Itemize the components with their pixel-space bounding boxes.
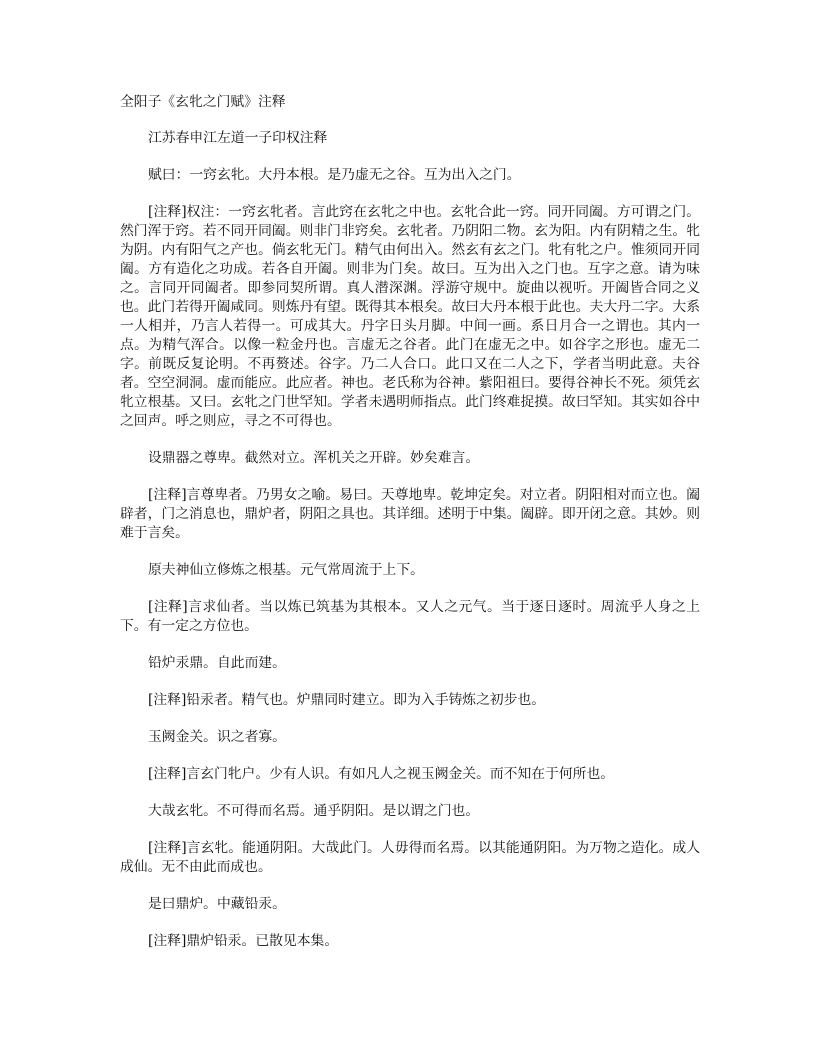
document-page — [120, 93, 700, 969]
commentary-paragraph: [注释]言求仙者。当以炼已筑基为其根本。又人之元气。当于逐日逐时。周流乎人身之上下。有一定之方位也。 — [120, 599, 700, 634]
commentary-paragraph: [注释]鼎炉铅汞。已散见本集。 — [148, 933, 339, 949]
commentary-paragraph: [注释]权注：一窍玄牝者。言此窍在玄牝之中也。玄牝合此一窍。同开同阖。方可谓之门。然门浑于窍。若不同开同阖。则非门非窍矣。玄牝者。乃阴阳二物。玄为阳。内有阴精之生。牝为阴。内有阳气之产也。倘玄牝无门。精气由何出入。然玄有玄之门。牝有牝之户。惟须同开同阖。方有造化之功成。若各自开阖。则非为门矣。故曰。互为出入之门也。互字之意。请为味之。言同开同阖者。即参同契所谓。真人潜深渊。浮游守规中。旋曲以视听。开阖皆合同之义也。此门若得开阖咸同。则炼丹有望。既得其本根矣。故曰大丹本根于此也。夫大丹二字。大系一人相并，乃言人若得一。可成其大。丹字日头月脚。中间一画。系日月合一之谓也。其内一点。为精气浑合。以像一粒金丹也。言虚无之谷者。此门在虚无之中。如谷字之形也。虚无二字。前既反复论明。不再赘述。谷字。乃二人合口。此口又在二人之下，学者当明此意。夫谷者。空空洞洞。虚而能应。此应者。神也。老氏称为谷神。紫阳祖曰。要得谷神长不死。须凭玄牝立根基。又曰。玄牝之门世罕知。学者未遇明师指点。此门终难捉摸。故曰罕知。其实如谷中之回声。呼之则应，寻之不可得也。 — [120, 204, 700, 429]
document-title: 全阳子《玄牝之门赋》注释 — [120, 94, 286, 110]
verse-paragraph: 大哉玄牝。不可得而名焉。通乎阴阳。是以谓之门也。 — [148, 803, 480, 819]
verse-paragraph: 是曰鼎炉。中藏铅汞。 — [148, 896, 286, 912]
commentary-paragraph: [注释]言尊卑者。乃男女之喻。易曰。天尊地卑。乾坤定矣。对立者。阴阳相对而立也。阖辟者，门之消息也，鼎炉者，阴阳之具也。其详细。述明于中集。阖辟。即开闭之意。其妙。则难于言矣。 — [120, 487, 700, 541]
author-line: 江苏春申江左道一子印权注释 — [148, 130, 328, 146]
verse-paragraph: 玉阙金关。识之者寡。 — [148, 729, 286, 745]
commentary-paragraph: [注释]铅汞者。精气也。炉鼎同时建立。即为入手铸炼之初步也。 — [148, 692, 546, 708]
verse-paragraph: 设鼎器之尊卑。截然对立。浑机关之开辟。妙矣难言。 — [148, 450, 480, 466]
verse-paragraph: 铅炉汞鼎。自此而建。 — [148, 655, 286, 671]
commentary-paragraph: [注释]言玄牝。能通阴阳。大哉此门。人毋得而名焉。以其能通阴阳。为万物之造化。成人成仙。无不由此而成也。 — [120, 840, 700, 875]
verse-paragraph: 原夫神仙立修炼之根基。元气常周流于上下。 — [148, 562, 424, 578]
commentary-paragraph: [注释]言玄门牝户。少有人识。有如凡人之视玉阙金关。而不知在于何所也。 — [148, 766, 615, 782]
verse-paragraph: 赋曰：一窍玄牝。大丹本根。是乃虚无之谷。互为出入之门。 — [148, 167, 521, 183]
